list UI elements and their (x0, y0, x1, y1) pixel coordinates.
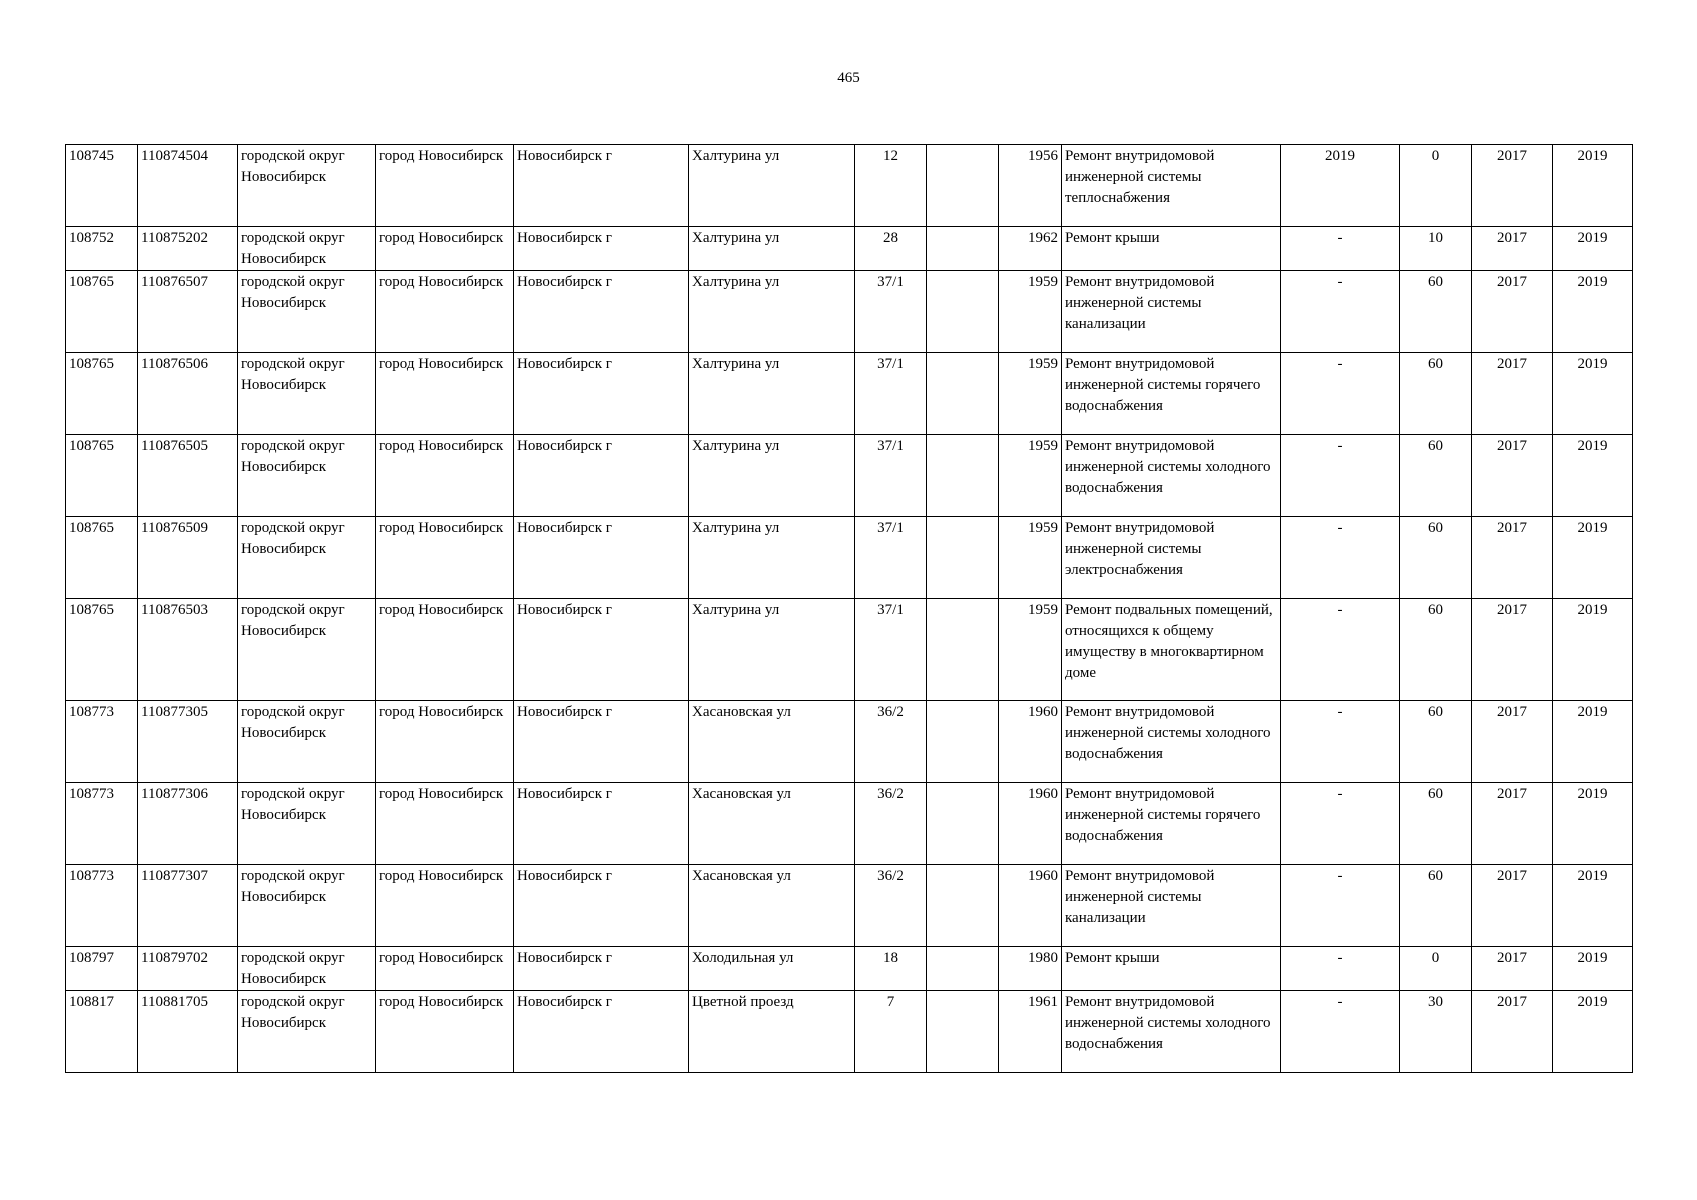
table-row (66, 701, 1633, 783)
building-cell (927, 145, 999, 227)
building-cell (927, 991, 999, 1073)
work-type-cell: Ремонт внутридомовой инженерной системы холодного водоснабжения (1062, 701, 1281, 783)
year-built-cell: 1980 (999, 947, 1062, 991)
end-year-cell: 2019 (1553, 783, 1633, 865)
last-repair-cell: - (1281, 271, 1400, 353)
street-cell: Халтурина ул (689, 227, 855, 271)
wear-cell: 10 (1400, 227, 1472, 271)
building-cell (927, 701, 999, 783)
settlement-cell: город Новосибирск (376, 599, 514, 701)
municipality-cell: городской округ Новосибирск (238, 145, 376, 227)
start-year-cell: 2017 (1472, 599, 1553, 701)
last-repair-cell: - (1281, 353, 1400, 435)
street-cell: Цветной проезд (689, 991, 855, 1073)
end-year-cell: 2019 (1553, 271, 1633, 353)
settlement-cell: город Новосибирск (376, 145, 514, 227)
house-number-cell: 37/1 (855, 271, 927, 353)
table-row (66, 227, 1633, 271)
settlement-cell: город Новосибирск (376, 353, 514, 435)
house-id-cell: 108765 (66, 353, 138, 435)
start-year-cell: 2017 (1472, 517, 1553, 599)
locality-cell: Новосибирск г (514, 271, 689, 353)
year-built-cell: 1960 (999, 701, 1062, 783)
house-id-cell: 108745 (66, 145, 138, 227)
work-type-cell: Ремонт внутридомовой инженерной системы электроснабжения (1062, 517, 1281, 599)
street-cell: Хасановская ул (689, 783, 855, 865)
house-id-cell: 108765 (66, 435, 138, 517)
start-year-cell: 2017 (1472, 991, 1553, 1073)
year-built-cell: 1961 (999, 991, 1062, 1073)
table-row (66, 353, 1633, 435)
last-repair-cell: - (1281, 227, 1400, 271)
settlement-cell: город Новосибирск (376, 947, 514, 991)
wear-cell: 0 (1400, 947, 1472, 991)
start-year-cell: 2017 (1472, 947, 1553, 991)
street-cell: Хасановская ул (689, 865, 855, 947)
house-id-cell: 108765 (66, 271, 138, 353)
start-year-cell: 2017 (1472, 701, 1553, 783)
house-id-cell: 108752 (66, 227, 138, 271)
wear-cell: 60 (1400, 353, 1472, 435)
end-year-cell: 2019 (1553, 227, 1633, 271)
municipality-cell: городской округ Новосибирск (238, 227, 376, 271)
building-cell (927, 783, 999, 865)
element-code-cell: 110875202 (138, 227, 238, 271)
wear-cell: 30 (1400, 991, 1472, 1073)
element-code-cell: 110877306 (138, 783, 238, 865)
locality-cell: Новосибирск г (514, 865, 689, 947)
work-type-cell: Ремонт внутридомовой инженерной системы горячего водоснабжения (1062, 353, 1281, 435)
end-year-cell: 2019 (1553, 991, 1633, 1073)
repair-registry-table (65, 144, 1633, 1073)
end-year-cell: 2019 (1553, 353, 1633, 435)
street-cell: Халтурина ул (689, 599, 855, 701)
end-year-cell: 2019 (1553, 435, 1633, 517)
locality-cell: Новосибирск г (514, 947, 689, 991)
work-type-cell: Ремонт внутридомовой инженерной системы канализации (1062, 271, 1281, 353)
building-cell (927, 865, 999, 947)
municipality-cell: городской округ Новосибирск (238, 353, 376, 435)
locality-cell: Новосибирск г (514, 353, 689, 435)
end-year-cell: 2019 (1553, 599, 1633, 701)
last-repair-cell: 2019 (1281, 145, 1400, 227)
work-type-cell: Ремонт внутридомовой инженерной системы канализации (1062, 865, 1281, 947)
last-repair-cell: - (1281, 599, 1400, 701)
house-id-cell: 108773 (66, 701, 138, 783)
work-type-cell: Ремонт крыши (1062, 227, 1281, 271)
element-code-cell: 110874504 (138, 145, 238, 227)
municipality-cell: городской округ Новосибирск (238, 435, 376, 517)
house-id-cell: 108765 (66, 599, 138, 701)
start-year-cell: 2017 (1472, 435, 1553, 517)
element-code-cell: 110876509 (138, 517, 238, 599)
start-year-cell: 2017 (1472, 227, 1553, 271)
end-year-cell: 2019 (1553, 517, 1633, 599)
wear-cell: 60 (1400, 865, 1472, 947)
page-number: 465 (837, 70, 860, 86)
house-number-cell: 37/1 (855, 599, 927, 701)
work-type-cell: Ремонт подвальных помещений, относящихся к общему имуществу в многоквартирном доме (1062, 599, 1281, 701)
last-repair-cell: - (1281, 783, 1400, 865)
last-repair-cell: - (1281, 701, 1400, 783)
year-built-cell: 1960 (999, 783, 1062, 865)
street-cell: Халтурина ул (689, 435, 855, 517)
last-repair-cell: - (1281, 865, 1400, 947)
municipality-cell: городской округ Новосибирск (238, 865, 376, 947)
building-cell (927, 947, 999, 991)
year-built-cell: 1959 (999, 435, 1062, 517)
start-year-cell: 2017 (1472, 271, 1553, 353)
element-code-cell: 110879702 (138, 947, 238, 991)
house-number-cell: 28 (855, 227, 927, 271)
building-cell (927, 227, 999, 271)
locality-cell: Новосибирск г (514, 991, 689, 1073)
municipality-cell: городской округ Новосибирск (238, 991, 376, 1073)
street-cell: Холодильная ул (689, 947, 855, 991)
house-number-cell: 7 (855, 991, 927, 1073)
table-row (66, 435, 1633, 517)
municipality-cell: городской округ Новосибирск (238, 947, 376, 991)
building-cell (927, 271, 999, 353)
house-id-cell: 108817 (66, 991, 138, 1073)
locality-cell: Новосибирск г (514, 145, 689, 227)
last-repair-cell: - (1281, 991, 1400, 1073)
municipality-cell: городской округ Новосибирск (238, 599, 376, 701)
building-cell (927, 599, 999, 701)
work-type-cell: Ремонт внутридомовой инженерной системы холодного водоснабжения (1062, 991, 1281, 1073)
table-row (66, 783, 1633, 865)
element-code-cell: 110876505 (138, 435, 238, 517)
building-cell (927, 353, 999, 435)
last-repair-cell: - (1281, 517, 1400, 599)
end-year-cell: 2019 (1553, 145, 1633, 227)
house-number-cell: 12 (855, 145, 927, 227)
wear-cell: 60 (1400, 783, 1472, 865)
house-number-cell: 36/2 (855, 783, 927, 865)
year-built-cell: 1960 (999, 865, 1062, 947)
house-id-cell: 108765 (66, 517, 138, 599)
settlement-cell: город Новосибирск (376, 227, 514, 271)
house-id-cell: 108773 (66, 783, 138, 865)
last-repair-cell: - (1281, 435, 1400, 517)
table-row (66, 599, 1633, 701)
settlement-cell: город Новосибирск (376, 517, 514, 599)
end-year-cell: 2019 (1553, 865, 1633, 947)
work-type-cell: Ремонт внутридомовой инженерной системы горячего водоснабжения (1062, 783, 1281, 865)
end-year-cell: 2019 (1553, 701, 1633, 783)
year-built-cell: 1959 (999, 353, 1062, 435)
year-built-cell: 1959 (999, 599, 1062, 701)
year-built-cell: 1959 (999, 271, 1062, 353)
locality-cell: Новосибирск г (514, 599, 689, 701)
year-built-cell: 1962 (999, 227, 1062, 271)
start-year-cell: 2017 (1472, 783, 1553, 865)
house-number-cell: 18 (855, 947, 927, 991)
start-year-cell: 2017 (1472, 145, 1553, 227)
locality-cell: Новосибирск г (514, 783, 689, 865)
work-type-cell: Ремонт внутридомовой инженерной системы холодного водоснабжения (1062, 435, 1281, 517)
house-number-cell: 37/1 (855, 353, 927, 435)
settlement-cell: город Новосибирск (376, 271, 514, 353)
settlement-cell: город Новосибирск (376, 783, 514, 865)
wear-cell: 60 (1400, 701, 1472, 783)
settlement-cell: город Новосибирск (376, 865, 514, 947)
element-code-cell: 110877305 (138, 701, 238, 783)
last-repair-cell: - (1281, 947, 1400, 991)
end-year-cell: 2019 (1553, 947, 1633, 991)
building-cell (927, 517, 999, 599)
house-number-cell: 36/2 (855, 865, 927, 947)
table-row (66, 145, 1633, 227)
wear-cell: 60 (1400, 599, 1472, 701)
street-cell: Халтурина ул (689, 271, 855, 353)
house-number-cell: 37/1 (855, 517, 927, 599)
element-code-cell: 110876507 (138, 271, 238, 353)
table-row (66, 271, 1633, 353)
table-row (66, 517, 1633, 599)
year-built-cell: 1956 (999, 145, 1062, 227)
element-code-cell: 110877307 (138, 865, 238, 947)
locality-cell: Новосибирск г (514, 701, 689, 783)
table-row (66, 991, 1633, 1073)
table-row (66, 865, 1633, 947)
wear-cell: 0 (1400, 145, 1472, 227)
work-type-cell: Ремонт крыши (1062, 947, 1281, 991)
house-id-cell: 108797 (66, 947, 138, 991)
house-number-cell: 36/2 (855, 701, 927, 783)
municipality-cell: городской округ Новосибирск (238, 783, 376, 865)
work-type-cell: Ремонт внутридомовой инженерной системы теплоснабжения (1062, 145, 1281, 227)
settlement-cell: город Новосибирск (376, 701, 514, 783)
house-id-cell: 108773 (66, 865, 138, 947)
element-code-cell: 110881705 (138, 991, 238, 1073)
municipality-cell: городской округ Новосибирск (238, 701, 376, 783)
locality-cell: Новосибирск г (514, 517, 689, 599)
start-year-cell: 2017 (1472, 353, 1553, 435)
locality-cell: Новосибирск г (514, 435, 689, 517)
settlement-cell: город Новосибирск (376, 435, 514, 517)
element-code-cell: 110876506 (138, 353, 238, 435)
building-cell (927, 435, 999, 517)
street-cell: Халтурина ул (689, 353, 855, 435)
street-cell: Хасановская ул (689, 701, 855, 783)
table-row (66, 947, 1633, 991)
street-cell: Халтурина ул (689, 145, 855, 227)
element-code-cell: 110876503 (138, 599, 238, 701)
wear-cell: 60 (1400, 517, 1472, 599)
house-number-cell: 37/1 (855, 435, 927, 517)
year-built-cell: 1959 (999, 517, 1062, 599)
street-cell: Халтурина ул (689, 517, 855, 599)
wear-cell: 60 (1400, 271, 1472, 353)
municipality-cell: городской округ Новосибирск (238, 517, 376, 599)
municipality-cell: городской округ Новосибирск (238, 271, 376, 353)
locality-cell: Новосибирск г (514, 227, 689, 271)
settlement-cell: город Новосибирск (376, 991, 514, 1073)
wear-cell: 60 (1400, 435, 1472, 517)
start-year-cell: 2017 (1472, 865, 1553, 947)
